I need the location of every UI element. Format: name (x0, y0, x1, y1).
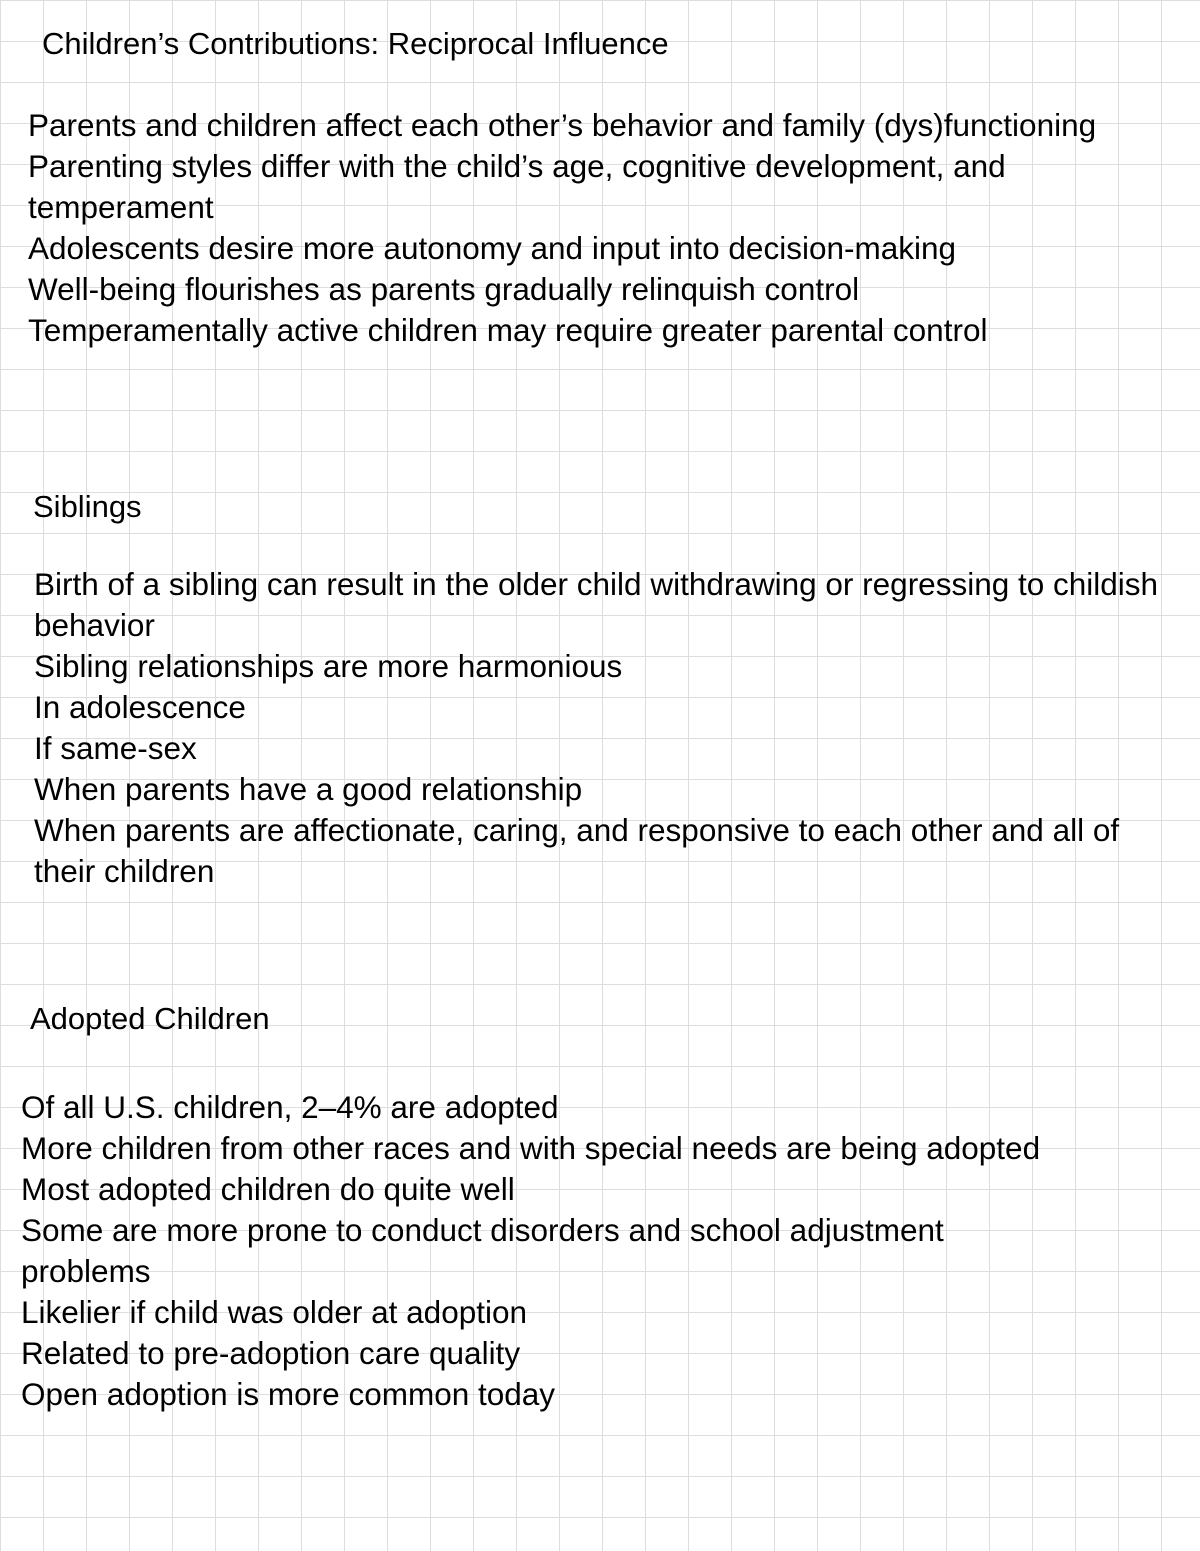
section-lines (0, 105, 1200, 351)
section-heading: Adopted Children (30, 1001, 270, 1036)
text-line: Birth of a sibling can result in the older child withdrawing or regressing to childish behavior (34, 566, 1159, 643)
section-siblings (0, 486, 1200, 892)
text-line: If same-sex (34, 730, 197, 766)
text-line: Most adopted children do quite well (21, 1171, 515, 1207)
text-line: When parents have a good relationship (34, 771, 583, 807)
text-line: Parenting styles differ with the child’s age, cognitive development, and temperament (28, 148, 1006, 225)
section-heading: Children’s Contributions: Reciprocal Influence (42, 26, 669, 61)
section-heading: Siblings (33, 489, 142, 524)
text-line: Related to pre-adoption care quality (21, 1335, 521, 1371)
text-line: Of all U.S. children, 2–4% are adopted (21, 1089, 559, 1125)
section-reciprocal-influence (0, 23, 1200, 351)
text-line: Temperamentally active children may require greater parental control (28, 312, 988, 348)
text-line: Parents and children affect each other’s behavior and family (dys)functioning (28, 107, 1097, 143)
text-line: Well-being flourishes as parents gradually relinquish control (28, 271, 860, 307)
text-line: In adolescence (34, 689, 246, 725)
section-adopted-children (0, 998, 1200, 1415)
text-line: More children from other races and with special needs are being adopted (21, 1130, 1041, 1166)
text-line: Sibling relationships are more harmonious (34, 648, 623, 684)
section-lines (0, 1087, 1200, 1415)
text-line: Open adoption is more common today (21, 1376, 556, 1412)
text-line: Likelier if child was older at adoption (21, 1294, 528, 1330)
text-line: Some are more prone to conduct disorders and school adjustment problems (21, 1212, 944, 1289)
text-line: When parents are affectionate, caring, and responsive to each other and all of their children (34, 812, 1120, 889)
section-lines (0, 564, 1200, 892)
text-line: Adolescents desire more autonomy and input into decision-making (28, 230, 957, 266)
